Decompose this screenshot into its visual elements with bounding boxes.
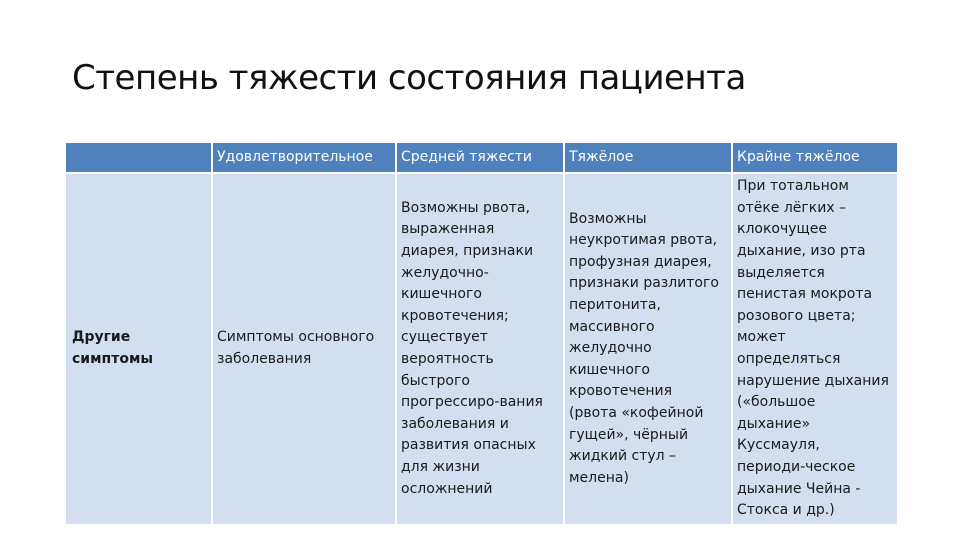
header-extreme: Крайне тяжёлое xyxy=(733,143,897,172)
cell-severe xyxy=(565,174,731,524)
header-moderate: Средней тяжести xyxy=(397,143,563,172)
slide-title: Степень тяжести состояния пациента xyxy=(72,58,746,98)
severity-table xyxy=(66,143,895,524)
cell-moderate xyxy=(397,174,563,524)
cell-moderate-text: Возможны рвота, выраженная диарея, признаки желудочно- кишечного кровотечения; существует вероятность быстрого прогрессиро-вания заболевания и развития опасных для жизни осложнений xyxy=(401,199,543,497)
row-label-cell xyxy=(66,174,211,524)
header-empty xyxy=(66,143,211,172)
cell-satisfactory-text: Симптомы основного заболевания xyxy=(217,329,375,367)
header-severe: Тяжёлое xyxy=(565,143,731,172)
cell-severe-text: Возможны неукротимая рвота, профузная диарея, признаки разлитого перитонита, массивного желудочно кишечного кровотечения (рвота «кофейной гущей», чёрный жидкий стул – мелена) xyxy=(569,210,719,486)
cell-extreme-text: При тотальном отёке лёгких – клокочущее дыхание, изо рта выделяется пенистая мокрота розового цвета; может определяться нарушение дыхания («большое дыхание» Куссмауля, периоди-ческое дыхание Чейна - Стокса и др.) xyxy=(737,178,889,519)
header-satisfactory: Удовлетворительное xyxy=(213,143,395,172)
cell-extreme xyxy=(733,174,897,524)
cell-satisfactory xyxy=(213,174,395,524)
row-label: Другие симптомы xyxy=(72,329,154,367)
